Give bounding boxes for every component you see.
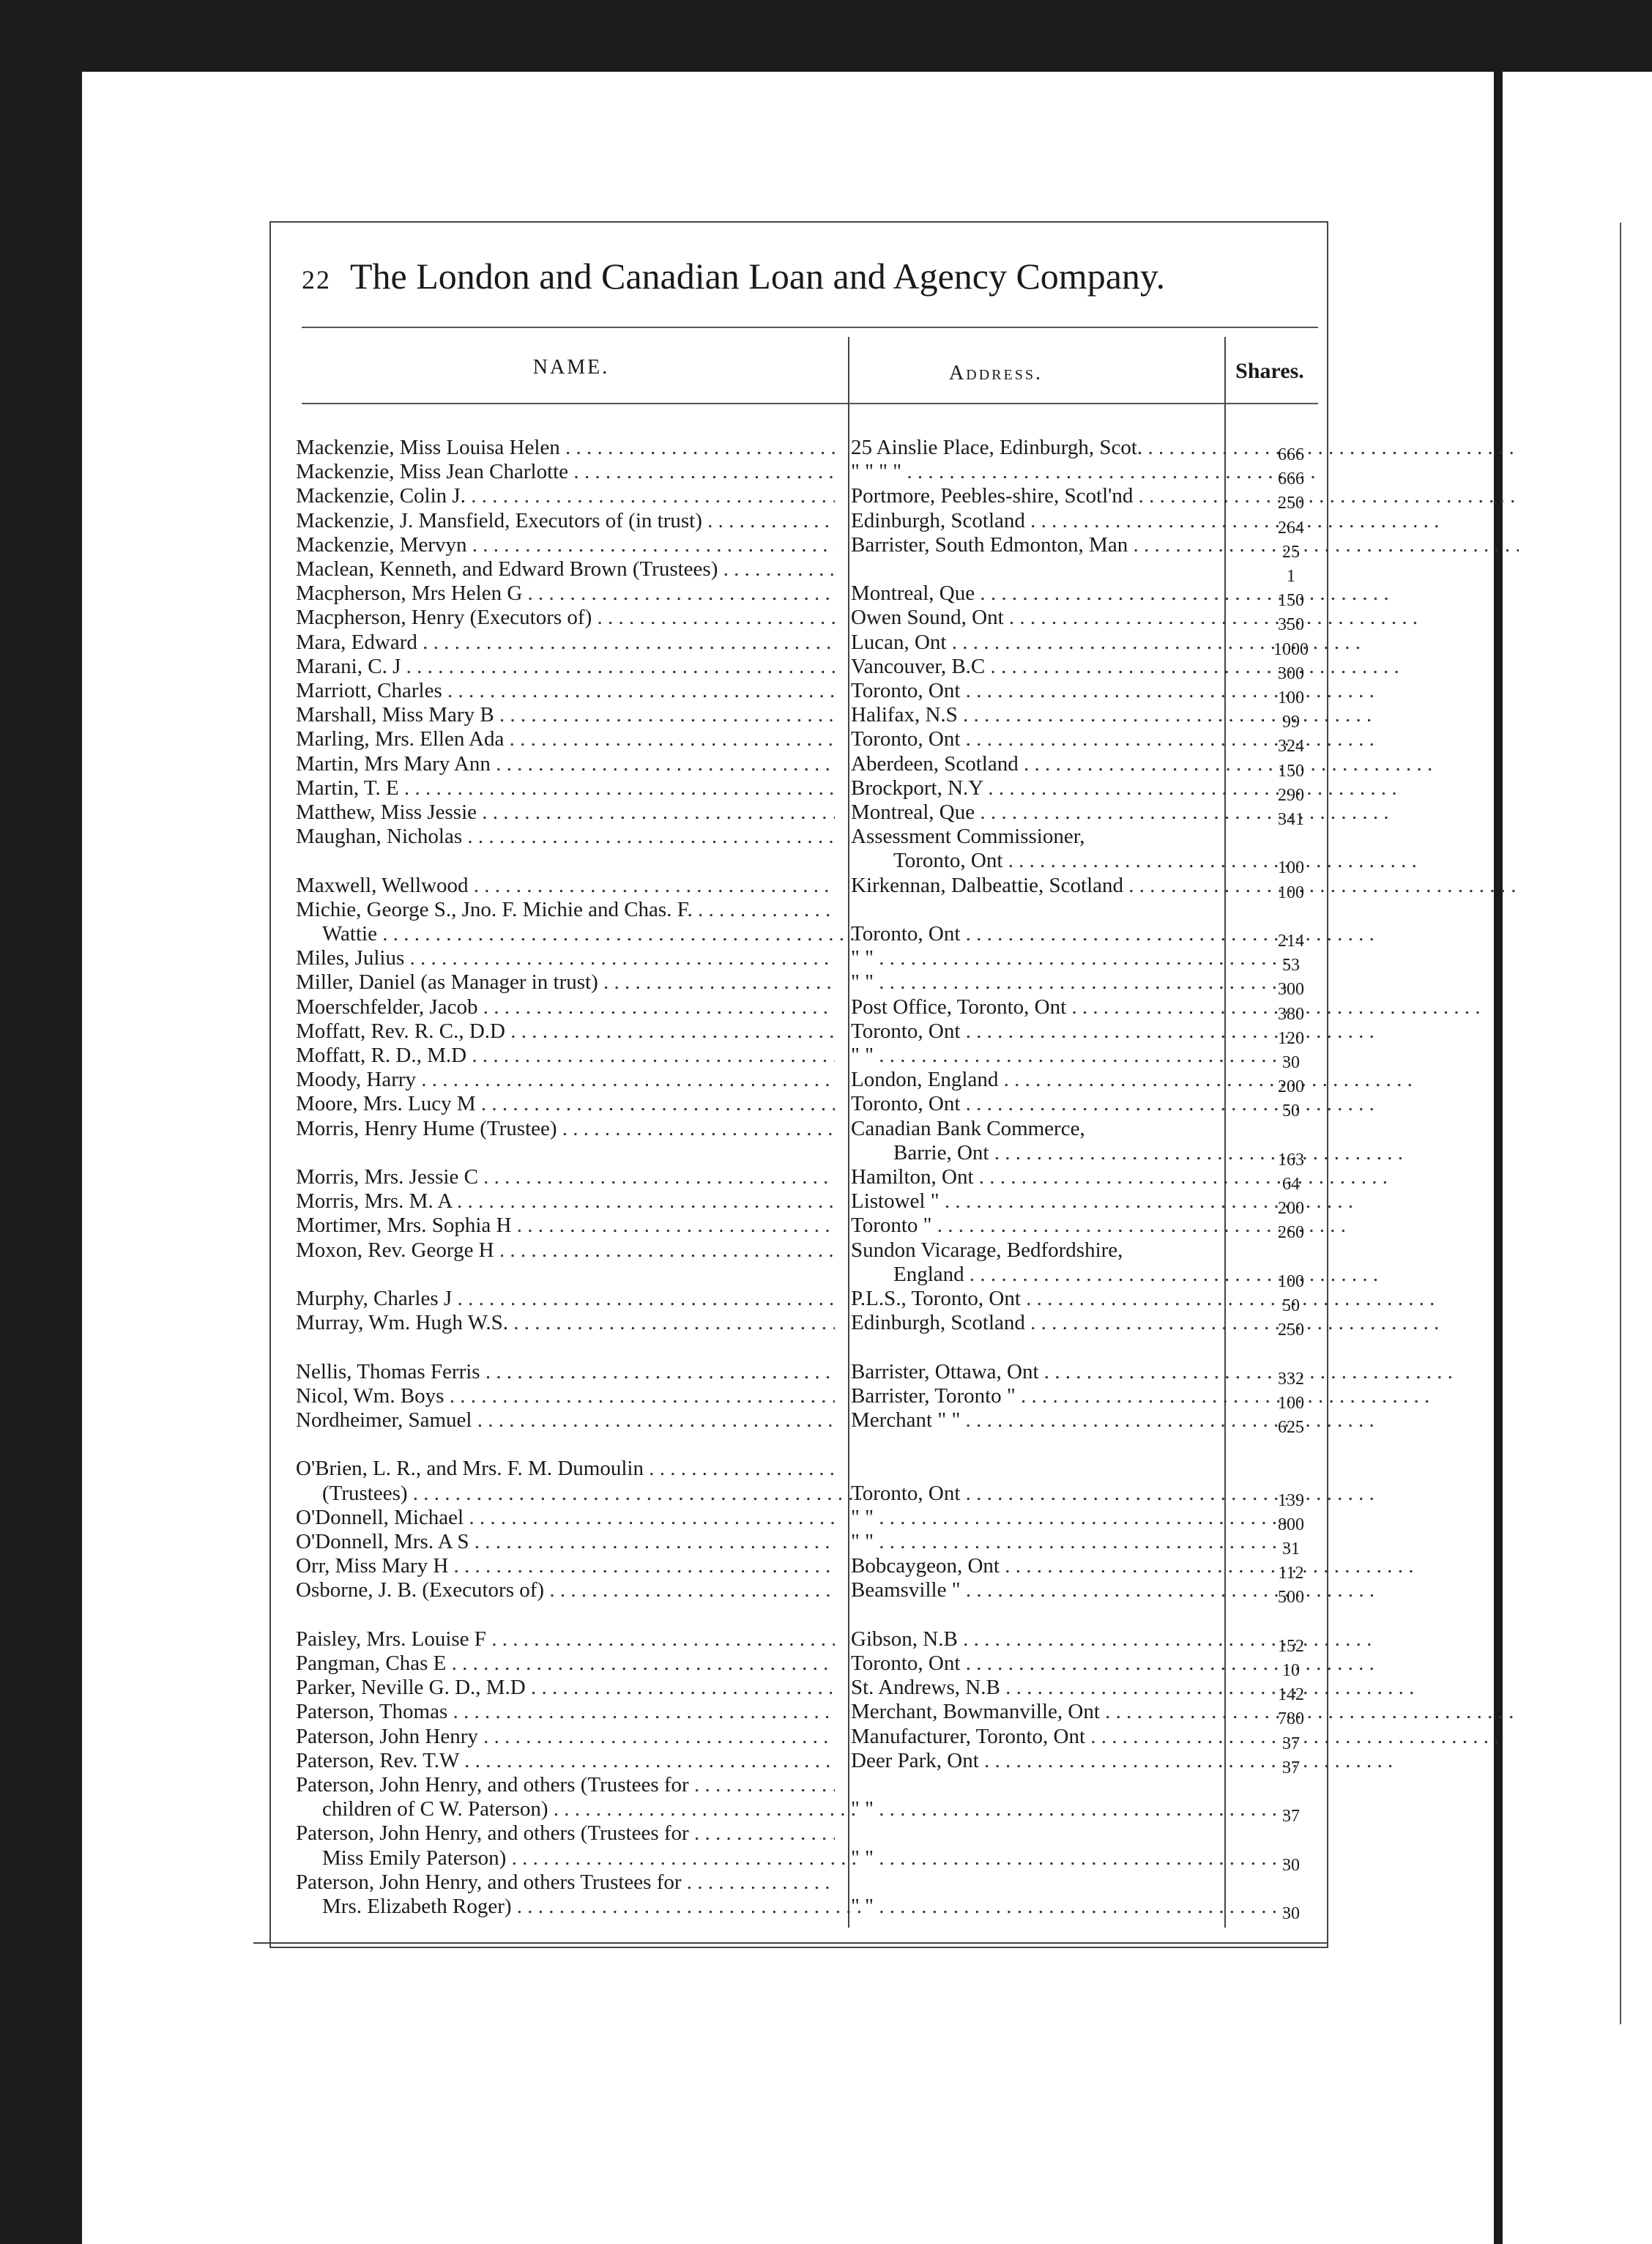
shareholder-name: Murphy, Charles J . . . <box>296 1288 835 1310</box>
list-item <box>296 1774 1328 1797</box>
list-item <box>296 1895 1328 1923</box>
shareholder-name: Osborne, J. B. (Executors of) . . . <box>296 1579 835 1602</box>
column-header-shares: Shares. <box>1235 359 1304 383</box>
shareholder-name: Wattie . . . <box>296 923 861 945</box>
shareholder-address: Toronto, Ont . . . <box>851 1093 1519 1115</box>
shareholder-address: Assessment Commissioner, <box>851 825 1085 848</box>
shareholder-shares: 50 <box>1282 1296 1300 1315</box>
list-item <box>296 1336 1328 1359</box>
shareholder-shares: 139 <box>1278 1491 1304 1510</box>
shareholder-shares: 50 <box>1282 1101 1300 1121</box>
list-item <box>296 947 1328 975</box>
shareholder-shares: 625 <box>1278 1418 1304 1437</box>
list-item <box>296 1506 1328 1534</box>
list-item <box>296 582 1328 610</box>
shareholder-address: Listowel " . . . <box>851 1190 1519 1213</box>
shareholder-shares: 214 <box>1278 932 1304 951</box>
list-item <box>296 1020 1328 1048</box>
shareholder-address: Aberdeen, Scotland . . . <box>851 753 1519 776</box>
shareholder-address: " " . . . <box>851 1044 1519 1067</box>
shareholder-shares: 100 <box>1278 858 1304 877</box>
shareholder-address: Canadian Bank Commerce, <box>851 1118 1085 1140</box>
shareholder-shares: 25 <box>1282 543 1300 562</box>
shareholder-shares: 300 <box>1278 664 1304 683</box>
shareholder-name: Moffatt, Rev. R. C., D.D . . . <box>296 1020 835 1043</box>
shareholder-address: St. Andrews, N.B . . . <box>851 1676 1519 1699</box>
shareholder-name: O'Brien, L. R., and Mrs. F. M. Dumoulin . . . <box>296 1457 835 1480</box>
list-item <box>296 777 1328 805</box>
shareholder-name: Michie, George S., Jno. F. Michie and Chas. F. . . . <box>296 899 835 921</box>
list-item <box>296 1214 1328 1242</box>
shareholder-name: (Trustees) . . . <box>296 1482 861 1505</box>
shareholder-address: Kirkennan, Dalbeattie, Scotland . . . <box>851 874 1519 897</box>
list-item <box>296 1579 1328 1607</box>
list-item <box>296 1628 1328 1656</box>
shareholder-address: " " " " . . . <box>851 461 1519 483</box>
shareholder-address: Edinburgh, Scotland . . . <box>851 1312 1519 1334</box>
shareholder-shares: 99 <box>1282 713 1300 732</box>
shareholder-name: Paterson, John Henry, and others (Trustees for . . . <box>296 1822 835 1845</box>
list-item <box>296 1044 1328 1072</box>
shareholder-shares: 100 <box>1278 883 1304 902</box>
shareholder-address: Sundon Vicarage, Bedfordshire, <box>851 1239 1123 1262</box>
shareholder-address: Toronto " . . . <box>851 1214 1519 1237</box>
list-item <box>296 1482 1328 1510</box>
shareholder-name: Miles, Julius . . . <box>296 947 835 970</box>
list-item <box>296 1190 1328 1218</box>
shareholder-address: Bobcaygeon, Ont . . . <box>851 1555 1519 1578</box>
shareholder-name: Mackenzie, Colin J. . . . <box>296 485 835 508</box>
list-item <box>296 631 1328 659</box>
shareholder-name: Paterson, John Henry, and others (Trustees for . . . <box>296 1774 835 1797</box>
shareholder-shares: 1000 <box>1273 640 1309 659</box>
list-item <box>296 704 1328 732</box>
shareholder-name: Mackenzie, Miss Louisa Helen . . . <box>296 436 835 459</box>
shareholder-address: Beamsville " . . . <box>851 1579 1519 1602</box>
shareholder-shares: 380 <box>1278 1005 1304 1024</box>
shareholder-name: Moerschfelder, Jacob . . . <box>296 996 835 1019</box>
list-item <box>296 1263 1328 1291</box>
shareholder-shares: 500 <box>1278 1588 1304 1607</box>
shareholder-shares: 37 <box>1282 1734 1300 1753</box>
list-item <box>296 558 1328 586</box>
shareholder-address: Barrister, South Edmonton, Man . . . <box>851 534 1519 557</box>
list-item <box>296 1288 1328 1315</box>
shareholder-name: Marling, Mrs. Ellen Ada . . . <box>296 728 835 751</box>
shareholder-name: Morris, Mrs. Jessie C . . . <box>296 1166 835 1189</box>
shareholder-shares: 1 <box>1287 567 1295 586</box>
shareholder-shares: 120 <box>1278 1029 1304 1048</box>
list-item <box>296 436 1328 464</box>
shareholder-shares: 30 <box>1282 1856 1300 1875</box>
shareholder-name: Paterson, John Henry, and others Trustees for . . . <box>296 1871 835 1894</box>
shareholder-address: Lucan, Ont . . . <box>851 631 1519 654</box>
list-item <box>296 680 1328 707</box>
shareholder-address: Vancouver, B.C . . . <box>851 655 1519 678</box>
shareholder-shares: 290 <box>1278 786 1304 805</box>
list-item <box>296 1239 1328 1262</box>
list-item <box>296 1457 1328 1480</box>
shareholder-shares: 10 <box>1282 1661 1300 1680</box>
shareholder-address: Post Office, Toronto, Ont . . . <box>851 996 1519 1019</box>
shareholder-name: Nicol, Wm. Boys . . . <box>296 1385 835 1408</box>
shareholder-shares: 350 <box>1278 615 1304 634</box>
list-item <box>296 1385 1328 1413</box>
shareholder-address: " " . . . <box>851 947 1519 970</box>
list-item <box>296 825 1328 848</box>
shareholder-shares: 163 <box>1278 1151 1304 1170</box>
list-item <box>296 534 1328 562</box>
shareholder-shares: 112 <box>1278 1564 1304 1583</box>
column-header-address: Address. <box>949 362 1043 384</box>
shareholder-name: Mortimer, Mrs. Sophia H . . . <box>296 1214 835 1237</box>
list-item <box>296 1798 1328 1826</box>
list-item <box>296 801 1328 829</box>
frame-double-rule <box>253 1942 1328 1944</box>
shareholder-shares: 150 <box>1278 591 1304 610</box>
shareholder-address: " " . . . <box>851 971 1519 994</box>
shareholder-shares: 37 <box>1282 1758 1300 1777</box>
list-item <box>296 1604 1328 1627</box>
list-item <box>296 728 1328 756</box>
adjacent-page-rule <box>1620 223 1621 2024</box>
shareholder-address: " " . . . <box>851 1506 1519 1529</box>
column-header-name: NAME. <box>532 356 610 379</box>
shareholder-name: Mackenzie, Mervyn . . . <box>296 534 835 557</box>
shareholder-shares: 30 <box>1282 1904 1300 1923</box>
shareholder-name: Moody, Harry . . . <box>296 1069 835 1091</box>
list-item <box>296 1676 1328 1704</box>
column-header-rule <box>302 403 1318 404</box>
list-item <box>296 874 1328 902</box>
shareholder-shares: 200 <box>1278 1199 1304 1218</box>
page-number: 22 <box>302 265 331 294</box>
list-item <box>296 1847 1328 1875</box>
shareholder-address: Merchant " " . . . <box>851 1409 1519 1432</box>
shareholder-address: Montreal, Que . . . <box>851 582 1519 605</box>
shareholder-name: Martin, T. E . . . <box>296 777 835 800</box>
shareholder-name: Macpherson, Mrs Helen G . . . <box>296 582 835 605</box>
shareholder-address: Toronto, Ont . . . <box>851 1482 1519 1505</box>
list-item <box>296 1555 1328 1583</box>
list-item <box>296 1725 1328 1753</box>
shareholder-shares: 666 <box>1278 469 1304 488</box>
shareholder-name: Moore, Mrs. Lucy M . . . <box>296 1093 835 1115</box>
shareholder-shares: 250 <box>1278 1320 1304 1340</box>
list-item <box>296 850 1328 877</box>
list-item <box>296 971 1328 999</box>
shareholder-address: 25 Ainslie Place, Edinburgh, Scot. . . . <box>851 436 1519 459</box>
shareholder-name: children of C W. Paterson) . . . <box>296 1798 861 1821</box>
shareholder-address: London, England . . . <box>851 1069 1519 1091</box>
shareholder-name: Maclean, Kenneth, and Edward Brown (Trustees) . . . <box>296 558 835 581</box>
shareholder-address: Merchant, Bowmanville, Ont . . . <box>851 1701 1519 1723</box>
shareholder-name: O'Donnell, Michael . . . <box>296 1506 835 1529</box>
shareholder-name: Mrs. Elizabeth Roger) . . . <box>296 1895 861 1918</box>
shareholder-name: Matthew, Miss Jessie . . . <box>296 801 835 824</box>
shareholder-shares: 31 <box>1282 1539 1300 1558</box>
shareholder-shares: 300 <box>1278 980 1304 999</box>
shareholder-shares: 250 <box>1278 494 1304 513</box>
shareholder-address: Toronto, Ont . . . <box>851 850 1561 872</box>
shareholder-name: Miss Emily Paterson) . . . <box>296 1847 861 1870</box>
list-item <box>296 485 1328 513</box>
list-item <box>296 1142 1328 1170</box>
list-item <box>296 1652 1328 1680</box>
list-item <box>296 1701 1328 1728</box>
shareholder-address: Montreal, Que . . . <box>851 801 1519 824</box>
shareholder-address: Barrister, Ottawa, Ont . . . <box>851 1361 1519 1383</box>
shareholder-shares: 332 <box>1278 1370 1304 1389</box>
shareholder-shares: 142 <box>1278 1685 1304 1704</box>
list-item <box>296 1750 1328 1777</box>
list-item <box>296 753 1328 781</box>
shareholder-address: " " . . . <box>851 1895 1519 1918</box>
list-item <box>296 461 1328 488</box>
shareholder-address: Portmore, Peebles-shire, Scotl'nd . . . <box>851 485 1519 508</box>
page-header <box>302 255 1298 306</box>
list-item <box>296 1361 1328 1389</box>
shareholder-shares: 100 <box>1278 1272 1304 1291</box>
shareholder-address: Toronto, Ont . . . <box>851 728 1519 751</box>
shareholder-name: Nellis, Thomas Ferris . . . <box>296 1361 835 1383</box>
list-item <box>296 1069 1328 1096</box>
list-item <box>296 899 1328 921</box>
shareholder-shares: 37 <box>1282 1807 1300 1826</box>
shareholder-name: Martin, Mrs Mary Ann . . . <box>296 753 835 776</box>
shareholder-address: Manufacturer, Toronto, Ont . . . <box>851 1725 1519 1748</box>
list-item <box>296 996 1328 1024</box>
shareholder-name: Miller, Daniel (as Manager in trust) . . . <box>296 971 835 994</box>
shareholder-address: Halifax, N.S . . . <box>851 704 1519 727</box>
list-item <box>296 1531 1328 1558</box>
shareholder-name: Paterson, Thomas . . . <box>296 1701 835 1723</box>
list-item <box>296 1118 1328 1140</box>
shareholder-name: Morris, Henry Hume (Trustee) . . . <box>296 1118 835 1140</box>
shareholder-name: Marriott, Charles . . . <box>296 680 835 702</box>
shareholder-shares: 100 <box>1278 1394 1304 1413</box>
list-item <box>296 606 1328 634</box>
shareholder-address: Toronto, Ont . . . <box>851 1020 1519 1043</box>
list-item <box>296 923 1328 951</box>
shareholder-name: Paisley, Mrs. Louise F . . . <box>296 1628 835 1651</box>
shareholder-shares: 150 <box>1278 762 1304 781</box>
shareholder-shares: 64 <box>1282 1175 1300 1194</box>
shareholder-shares: 260 <box>1278 1223 1304 1242</box>
shareholder-shares: 324 <box>1278 737 1304 756</box>
shareholder-address: Toronto, Ont . . . <box>851 923 1519 945</box>
shareholder-name: O'Donnell, Mrs. A S . . . <box>296 1531 835 1553</box>
shareholder-name: Marani, C. J . . . <box>296 655 835 678</box>
shareholder-address: " " . . . <box>851 1847 1519 1870</box>
shareholder-name: Marshall, Miss Mary B . . . <box>296 704 835 727</box>
shareholder-name: Morris, Mrs. M. A . . . <box>296 1190 835 1213</box>
shareholder-address: England . . . <box>851 1263 1561 1286</box>
shareholder-address: Brockport, N.Y . . . <box>851 777 1519 800</box>
shareholder-name: Moffatt, R. D., M.D . . . <box>296 1044 835 1067</box>
list-item <box>296 1433 1328 1456</box>
shareholder-shares: 264 <box>1278 519 1304 538</box>
shareholder-name: Moxon, Rev. George H . . . <box>296 1239 835 1262</box>
shareholder-address: Gibson, N.B . . . <box>851 1628 1519 1651</box>
shareholder-name: Mara, Edward . . . <box>296 631 835 654</box>
shareholder-shares: 53 <box>1282 956 1300 975</box>
list-item <box>296 1822 1328 1845</box>
shareholder-shares: 200 <box>1278 1077 1304 1096</box>
list-item <box>296 1871 1328 1894</box>
shareholder-address: Hamilton, Ont . . . <box>851 1166 1519 1189</box>
shareholder-name: Murray, Wm. Hugh W.S. . . . <box>296 1312 835 1334</box>
shareholder-address: Owen Sound, Ont . . . <box>851 606 1519 629</box>
shareholder-address: Toronto, Ont . . . <box>851 1652 1519 1675</box>
shareholder-shares: 30 <box>1282 1053 1300 1072</box>
shareholder-shares: 666 <box>1278 445 1304 464</box>
list-item <box>296 1166 1328 1194</box>
list-item <box>296 1093 1328 1121</box>
list-item <box>296 1409 1328 1437</box>
shareholder-shares: 100 <box>1278 688 1304 707</box>
shareholder-name: Macpherson, Henry (Executors of) . . . <box>296 606 835 629</box>
shareholder-name: Parker, Neville G. D., M.D . . . <box>296 1676 835 1699</box>
shareholder-shares: 341 <box>1278 810 1304 829</box>
shareholder-name: Maxwell, Wellwood . . . <box>296 874 835 897</box>
list-item <box>296 510 1328 538</box>
shareholder-name: Paterson, Rev. T.W . . . <box>296 1750 835 1772</box>
shareholder-address: " " . . . <box>851 1531 1519 1553</box>
shareholder-name: Mackenzie, J. Mansfield, Executors of (in trust) . . . <box>296 510 835 532</box>
shareholder-name: Maughan, Nicholas . . . <box>296 825 835 848</box>
shareholder-address: P.L.S., Toronto, Ont . . . <box>851 1288 1519 1310</box>
shareholder-name: Nordheimer, Samuel . . . <box>296 1409 835 1432</box>
shareholder-address: Edinburgh, Scotland . . . <box>851 510 1519 532</box>
page-title: The London and Canadian Loan and Agency Company. <box>350 256 1166 297</box>
shareholder-name: Orr, Miss Mary H . . . <box>296 1555 835 1578</box>
shareholder-name: Pangman, Chas E . . . <box>296 1652 835 1675</box>
shareholder-address: Barrie, Ont . . . <box>851 1142 1561 1164</box>
shareholder-name: Paterson, John Henry . . . <box>296 1725 835 1748</box>
shareholder-shares: 780 <box>1278 1709 1304 1728</box>
shareholder-address: Toronto, Ont . . . <box>851 680 1519 702</box>
shareholder-address: Barrister, Toronto " . . . <box>851 1385 1519 1408</box>
shareholder-address: Deer Park, Ont . . . <box>851 1750 1519 1772</box>
shareholder-name: Mackenzie, Miss Jean Charlotte . . . <box>296 461 835 483</box>
shareholder-address: " " . . . <box>851 1798 1519 1821</box>
list-item <box>296 655 1328 683</box>
shareholder-shares: 800 <box>1278 1515 1304 1534</box>
shareholder-shares: 152 <box>1278 1637 1304 1656</box>
header-rule <box>302 327 1318 328</box>
list-item <box>296 1312 1328 1340</box>
